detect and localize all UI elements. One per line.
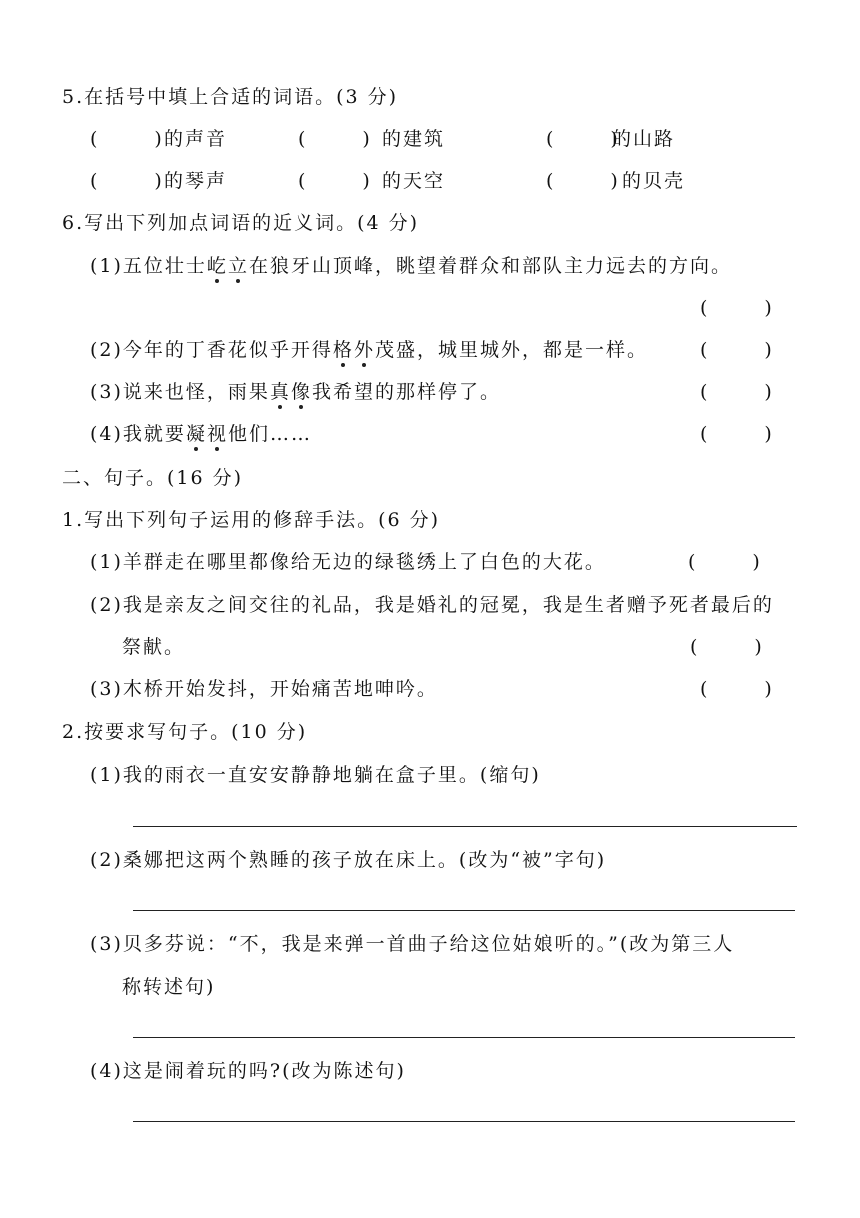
s1-answer-2[interactable]: ( ) — [690, 636, 762, 658]
q5-blank-6[interactable]: ( ) — [546, 170, 618, 192]
q5-blank-1[interactable]: ( ) — [90, 128, 162, 150]
s1-item-3: (3)木桥开始发抖，开始痛苦地呻吟。 — [90, 678, 438, 700]
q5-blank-5[interactable]: ( ) — [298, 170, 370, 192]
q6-answer-2[interactable]: ( ) — [700, 339, 772, 361]
q5-word-5: 的天空 — [382, 170, 446, 192]
s2-answer-line-2[interactable] — [133, 910, 795, 911]
section-2-title: 二、句子。(16 分) — [62, 467, 244, 489]
emphasis-dot: 屹 — [206, 255, 228, 277]
q6-item-4: (4)我就要凝视他们…… — [90, 423, 312, 445]
q5-word-1: 的声音 — [164, 128, 228, 150]
s2-item-1: (1)我的雨衣一直安安静静地躺在盒子里。(缩句) — [90, 764, 541, 786]
q6-item-3: (3)说来也怪，雨果真像我希望的那样停了。 — [90, 381, 501, 403]
emphasis-dot: 立 — [227, 255, 249, 277]
s2-item-2: (2)桑娜把这两个熟睡的孩子放在床上。(改为“被”字句) — [90, 849, 607, 871]
s1-item-2-line-1: (2)我是亲友之间交往的礼品，我是婚礼的冠冕，我是生者赠予死者最后的 — [90, 594, 774, 616]
s2-answer-line-4[interactable] — [133, 1121, 795, 1122]
emphasis-dot: 像 — [290, 381, 312, 403]
s2-answer-line-3[interactable] — [133, 1037, 795, 1038]
emphasis-dot: 视 — [206, 423, 228, 445]
s2-item-3-line-1: (3)贝多芬说：“不，我是来弹一首曲子给这位姑娘听的。”(改为第三人 — [90, 933, 735, 955]
s1-item-1: (1)羊群走在哪里都像给无边的绿毯绣上了白色的大花。 — [90, 551, 606, 573]
emphasis-dot: 外 — [353, 339, 375, 361]
emphasis-dot: 凝 — [185, 423, 207, 445]
q5-blank-3[interactable]: ( ) — [546, 128, 618, 150]
s1-title: 1.写出下列句子运用的修辞手法。(6 分) — [62, 509, 441, 531]
q5-title: 5.在括号中填上合适的词语。(3 分) — [62, 86, 399, 108]
s2-item-4: (4)这是闹着玩的吗?(改为陈述句) — [90, 1060, 406, 1082]
s1-answer-1[interactable]: ( ) — [688, 551, 760, 573]
s1-answer-3[interactable]: ( ) — [700, 678, 772, 700]
q6-answer-3[interactable]: ( ) — [700, 381, 772, 403]
s2-item-3-line-2: 称转述句) — [122, 976, 216, 998]
q6-answer-4[interactable]: ( ) — [700, 423, 772, 445]
q6-answer-1[interactable]: ( ) — [700, 297, 772, 319]
q6-title: 6.写出下列加点词语的近义词。(4 分) — [62, 212, 420, 234]
q5-word-2: 的建筑 — [382, 128, 446, 150]
q5-blank-2[interactable]: ( ) — [298, 128, 370, 150]
q5-word-3: 的山路 — [612, 128, 676, 150]
s1-item-2-line-2: 祭献。 — [122, 636, 186, 658]
q5-word-6: 的贝壳 — [622, 170, 686, 192]
q6-item-2: (2)今年的丁香花似乎开得格外茂盛，城里城外，都是一样。 — [90, 339, 648, 361]
q5-blank-4[interactable]: ( ) — [90, 170, 162, 192]
emphasis-dot: 真 — [269, 381, 291, 403]
q5-word-4: 的琴声 — [164, 170, 228, 192]
s2-answer-line-1[interactable] — [133, 826, 797, 827]
emphasis-dot: 格 — [332, 339, 354, 361]
s2-title: 2.按要求写句子。(10 分) — [62, 721, 308, 743]
q6-item-1: (1)五位壮士屹立在狼牙山顶峰，眺望着群众和部队主力远去的方向。 — [90, 255, 732, 277]
